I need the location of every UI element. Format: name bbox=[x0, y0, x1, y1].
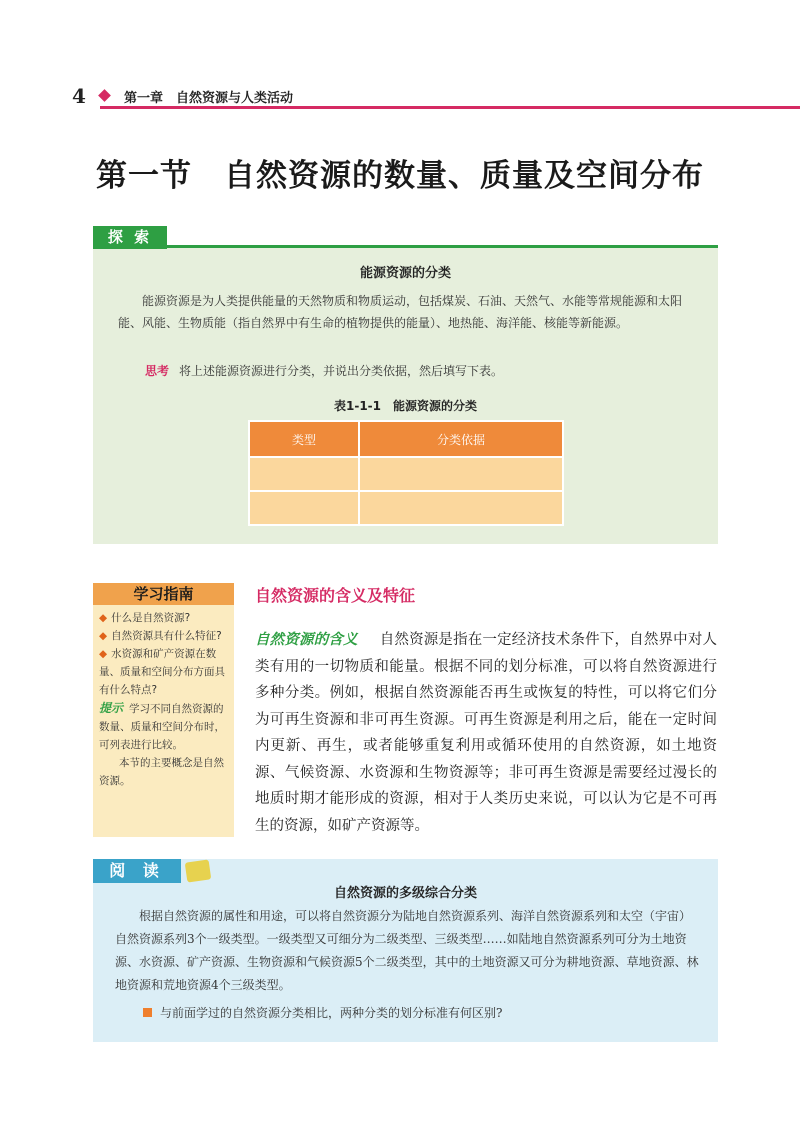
tip-label: 提示 bbox=[99, 701, 124, 715]
table-cell[interactable] bbox=[359, 457, 563, 491]
paragraph-text: 自然资源是指在一定经济技术条件下，自然界中对人类有用的一切物质和能量。根据不同的划分标准，可以将自然资源进行多种分类。例如，根据自然资源能否再生或恢复的特性，可以将它们分为可再生资源和非可再生资源。可再生资源是利用之后，能在一定时间内更新、再生，或者能够重复利用或循环使用的自然资源，如土地资源、气候资源、水资源和生物资源等；非可再生资源是需要经过漫长的地质时期才能形成的资源，相对于人类历史来说，可以认为它是不可再生的资源，如矿产资源等。 bbox=[255, 632, 718, 834]
think-text: 将上述能源资源进行分类，并说出分类依据，然后填写下表。 bbox=[179, 364, 504, 378]
guide-question: ◆ 自然资源具有什么特征? bbox=[99, 630, 222, 642]
guide-question: ◆ 什么是自然资源? bbox=[99, 612, 191, 624]
section-title: 第一节 自然资源的数量、质量及空间分布 bbox=[96, 158, 704, 194]
chapter-header: 第一章 自然资源与人类活动 bbox=[124, 91, 294, 106]
diamond-bullet-icon: ◆ bbox=[99, 648, 108, 660]
reading-question-text: 与前面学过的自然资源分类相比，两种分类的划分标准有何区别? bbox=[160, 1006, 503, 1020]
main-paragraph bbox=[255, 627, 717, 839]
reading-heading: 自然资源的多级综合分类 bbox=[333, 886, 477, 901]
think-prompt bbox=[145, 362, 503, 379]
paragraph-lead: 自然资源的含义 bbox=[255, 632, 358, 648]
explore-rule bbox=[93, 245, 718, 248]
header-rule bbox=[100, 106, 800, 109]
study-guide-body bbox=[99, 609, 231, 790]
table-header-type: 类型 bbox=[249, 421, 359, 457]
table-caption: 表1-1-1 能源资源的分类 bbox=[333, 399, 477, 413]
page-number: 4 bbox=[72, 84, 86, 108]
guide-tip bbox=[99, 699, 231, 754]
table-row bbox=[249, 491, 563, 525]
book-icon bbox=[185, 859, 212, 882]
explore-tab: 探 索 bbox=[93, 226, 167, 249]
guide-concept: 本节的主要概念是自然资源。 bbox=[99, 757, 224, 787]
table-cell[interactable] bbox=[249, 491, 359, 525]
diamond-bullet-icon bbox=[98, 89, 111, 102]
reading-paragraph: 根据自然资源的属性和用途，可以将自然资源分为陆地自然资源系列、海洋自然资源系列和太空（宇宙）自然资源系列3个一级类型。一级类型又可细分为二级类型、三级类型……如陆地自然资源系列可分为土地资源、水资源、矿产资源、生物资源和气候资源5个二级类型，其中的土地资源又可分为耕地资源、草地资源、林地资源和荒地资源4个三级类型。 bbox=[115, 909, 699, 992]
classification-table bbox=[248, 420, 564, 526]
tip-text: 学习不同自然资源的数量、质量和空间分布时，可列表进行比较。 bbox=[99, 703, 225, 751]
diamond-bullet-icon: ◆ bbox=[99, 612, 108, 624]
explore-paragraph: 能源资源是为人类提供能量的天然物质和物质运动，包括煤炭、石油、天然气、水能等常规能源和太阳能、风能、生物质能（指自然界中有生命的植物提供的能量）、地热能、海洋能、核能等新能源。 bbox=[118, 294, 683, 330]
table-cell[interactable] bbox=[249, 457, 359, 491]
study-guide-title: 学习指南 bbox=[93, 583, 234, 605]
reading-question bbox=[143, 1004, 502, 1021]
guide-question: ◆ 水资源和矿产资源在数量、质量和空间分布方面具有什么特点? bbox=[99, 648, 225, 696]
table-cell[interactable] bbox=[359, 491, 563, 525]
square-bullet-icon bbox=[143, 1008, 152, 1017]
reading-tab: 阅 读 bbox=[93, 859, 181, 883]
diamond-bullet-icon: ◆ bbox=[99, 630, 108, 642]
think-label: 思考 bbox=[145, 364, 170, 378]
table-row bbox=[249, 457, 563, 491]
explore-heading: 能源资源的分类 bbox=[359, 266, 451, 281]
subsection-heading: 自然资源的含义及特征 bbox=[255, 586, 416, 605]
table-header-basis: 分类依据 bbox=[359, 421, 563, 457]
